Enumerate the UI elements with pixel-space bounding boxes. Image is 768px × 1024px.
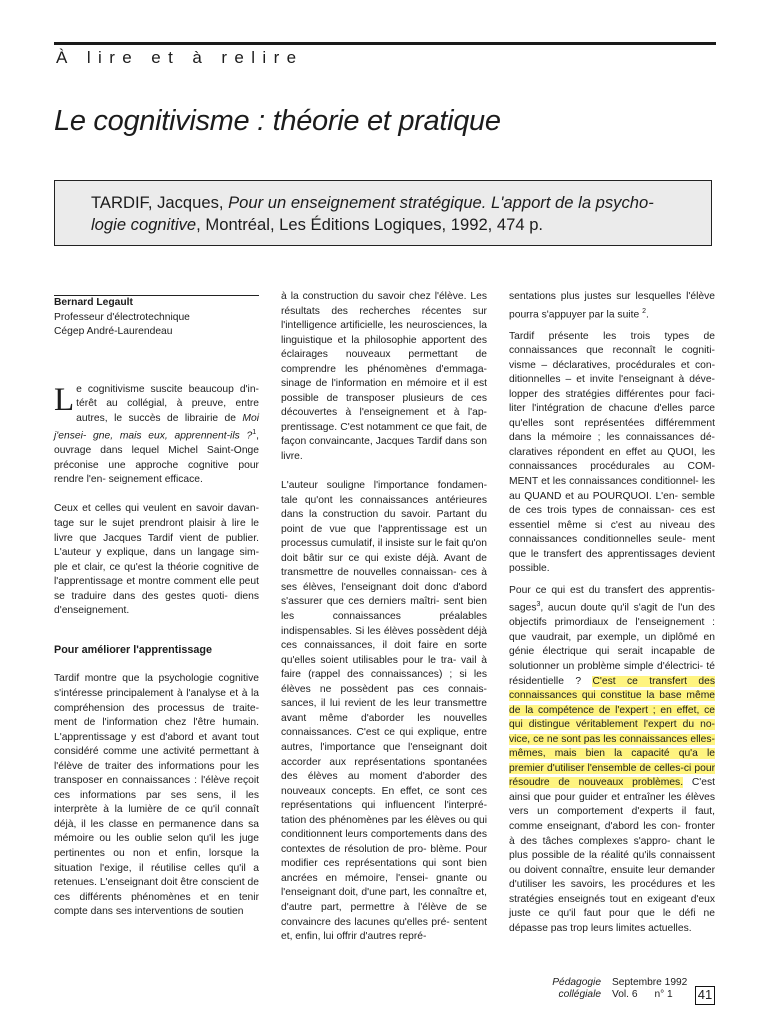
column-2 — [281, 290, 487, 945]
drop-cap: L — [54, 381, 75, 418]
paragraph-2: Ceux et celles qui veulent en savoir davan- tage sur le sujet prendront plaisir à lire le livre que Jacques Tardif vient de publier. L'auteur y explique, dans un langage sim- ple et clair, ce qu'est la théorie cognitive de l'apprentissage et montre comment elle peut se traduire dans des gestes quoti- diens d'enseignement. — [54, 503, 259, 617]
highlighted-passage: C'est ce transfert des connaissances qui constitue la base même de la compétence de l'expert ; en effet, ce qui distingue véritablement l'expert du no- vice, ce ne sont pas les connaissances elles-mêmes, mais bien la capacité qu'a le premier d'utiliser l'ensemble de celles-ci pour résoudre de nouveaux problèmes. — [509, 675, 715, 789]
section-title: À lire et à relire — [56, 48, 304, 67]
header-rule — [54, 42, 716, 45]
paragraph-5: L'auteur souligne l'importance fondamen- tale qu'ont les connaissances antérieures dans la construction du savoir. Partant du point de vue que l'apprentissage est un processus cumulatif, il insiste sur le fait qu'on doit bâtir sur ce qui existe déjà. Avant de transmettre de nouvelles connaissan- ces à ses élèves, l'enseignant doit donc d'abord s'assurer que ces derniers maîtri- sent bien les connaissances préalables indispensables. Si les élèves possèdent déjà ces connaissances, il doit faire en sorte qu'elles soient utilisables pour le tra- vail à faire (rappel des connaissances) ; si les élèves ne possèdent pas ces connais- sances, il lui revient de les leur transmettre avant même d'aborder les nouvelles connaissances. C'est ce qui explique, entre autres, l'importance que l'enseignant doit accorder aux représentations spontanées des élèves au moment d'aborder des nouveaux concepts. En effet, ce sont ces représentations qui influencent l'interpré- tation des phénomènes par les élèves ou qui conditionnent leurs comportements dans des contextes de résolution de pro- blème. Pour modifier ces représentations qui sont bien ancrées en mémoire, l'ensei- gnante ou l'enseignant doit, d'une part, les connaître et, d'autre part, permettre à l'élève de se convaincre des lacunes qu'elles pré- sentent et, enfin, lui offrir d'autres repré- — [281, 480, 487, 943]
paragraph-8: Pour ce qui est du transfert des apprentis- sages$^3$, aucun doute qu'il s'agit de l'un des objectifs primordiaux de l'enseignement : que vaudrait, par exemple, un diplômé en génie électrique qui serait incapable de solutionner un problème simple d'électrici- té résidentielle ? C'est ce transfert des connaissances qui constitue la base même de la compétence de l'expert ; en effet, ce qui distingue véritablement l'expert du no- vice, ce ne sont pas les connaissances elles-mêmes, mais bien la capacité qu'a le premier d'utiliser l'ensemble de celles-ci pour résoudre de nouveaux problèmes. C'est ainsi que pour guider et entraîner les élèves vers un comportement d'experts il faut, comme enseignant, d'abord les con- fronter à des tâches complexes s'appro- chant le plus possible de la réalité qu'ils connaissent ou doivent connaître, ensuite leur demander d'utiliser les savoirs, les procédures et les stratégies enseignés tout en exigeant d'eux juste ce qu'il faut pour que le défi ne dépasse pas trop leurs limites actuelles. — [509, 584, 715, 934]
column-1 — [54, 290, 259, 920]
byline-role: Professeur d'électrotechnique — [54, 311, 190, 323]
paragraph-6: sentations plus justes sur lesquelles l'élève pourra s'appuyer par la suite $^2$. — [509, 291, 715, 320]
page-number: 41 — [695, 986, 715, 1005]
journal-name: Pédagogie collégiale — [552, 977, 601, 1000]
paragraph-intro: Le cognitivisme suscite beaucoup d'in- térêt au collégial, à preuve, entre autres, le succès de librairie de Moi j'ensei- gne, mais eux, apprennent-ils ?$^1$, ouvrage dans lequel Michel Saint-Onge préconise une approche cognitive pour rendre l'en- seignement efficace. — [54, 381, 259, 486]
paragraph-7: Tardif présente les trois types de connaissances que reconnaît le cogniti- visme – déclaratives, procédurales et con- ditionnelles – et invite l'enseignant à déve- lopper des stratégies différentes pour faci- liter l'intégration de chacune d'elles parce qu'elles sont représentées différemment dans la mémoire ; les connaissances dé- claratives répondent en effet au QUOI, les connaissances procédurales au COM- MENT et les connaissances conditionnel- les au QUAND et au POURQUOI. L'en- semble de ces trois types de connaissan- ces est essentiel même si c'est au niveau des connaissances conditionnelles seule- ment que le transfert des apprentissages devient possible. — [509, 330, 715, 575]
book-reference — [54, 180, 712, 246]
column-3 — [509, 290, 715, 936]
reference-book-title: Pour un enseignement stratégique. L'apport de la psycho- logie cognitive — [91, 193, 654, 234]
byline-institution: Cégep André-Laurendeau — [54, 326, 173, 338]
paragraph-4: à la construction du savoir chez l'élève. Les résultats des recherches récentes sur l'intelligence artificielle, les neurosciences, la linguistique et la philosophie apportent des éclairages nouveaux permettant de comprendre les phénomènes d'emmaga- sinage de l'information en mémoire et il est possible de transposer plusieurs de ces découvertes à l'enseignement et à l'ap- prentissage. C'est notamment ce que fait, de façon convaincante, Jacques Tardif dans son livre. — [281, 291, 487, 463]
paragraph-3: Tardif montre que la psychologie cognitive s'intéresse principalement à l'analyse et à la compréhension des processus de traite- ment de l'information chez l'être humain. L'apprentissage y est d'abord et avant tout considéré comme une activité permettant à l'élève de traiter des informations pour les transposer en connaissances : l'élève reçoit ces informations par ses sens, il les interprète à la lumière de ce qu'il connaît déjà, il les classe en permanence dans sa mémoire ou les oublie selon qu'il les juge pertinentes ou non et enfin, lorsque la situation l'exige, il réutilise celles qu'il a retenues. L'enseignant doit être conscient de ces différents phénomènes et en tenir compte dans ses interventions de soutien — [54, 673, 259, 918]
subheading: Pour améliorer l'apprentissage — [54, 644, 212, 657]
byline-author: Bernard Legault — [54, 297, 133, 308]
reference-publisher: , Montréal, Les Éditions Logiques, 1992, 474 p. — [196, 215, 544, 234]
issue-info: Septembre 1992 Vol. 6 n° 1 — [612, 977, 688, 1000]
reference-author: TARDIF, Jacques, — [91, 193, 229, 212]
article-title: Le cognitivisme : théorie et pratique — [54, 105, 501, 137]
